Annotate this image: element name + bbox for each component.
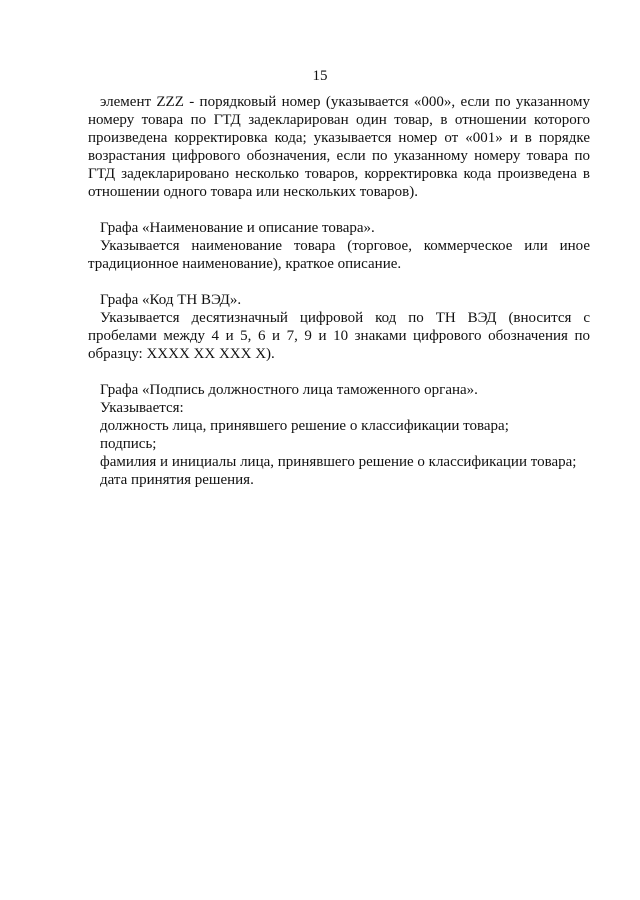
signature-item: фамилия и инициалы лица, принявшего решение о классификации товара; <box>100 454 577 470</box>
paragraph-gap <box>88 273 590 291</box>
paragraph-tn-ved-code: Указывается десятизначный цифровой код по ТН ВЭД (вносится с пробелами между 4 и 5, 6 и 7, 9 и 10 знаками цифрового обозначения по образцу: XXXX XX XXX X). <box>88 310 590 362</box>
signature-item: дата принятия решения. <box>100 472 254 488</box>
document-body <box>88 93 590 489</box>
paragraph-gap <box>88 201 590 219</box>
heading-tn-ved-code: Графа «Код ТН ВЭД». <box>100 292 242 308</box>
signature-intro: Указывается: <box>100 400 184 416</box>
paragraph-gap <box>88 363 590 381</box>
heading-official-signature: Графа «Подпись должностного лица таможенного органа». <box>100 382 478 398</box>
signature-item: подпись; <box>100 436 157 452</box>
paragraph-zzz-element: элемент ZZZ - порядковый номер (указывается «000», если по указанному номеру товара по ГТД задекларирован один товар, в отношении которого произведена корректировка кода; указывается номер от «001» и в порядке возрастания цифрового обозначения, если по указанному номеру товара по ГТД задекларировано несколько товаров, корректировка кода произведена в отношении одного товара или нескольких товаров). <box>88 94 590 200</box>
page-number: 15 <box>312 68 328 84</box>
heading-name-description: Графа «Наименование и описание товара». <box>100 220 375 236</box>
paragraph-name-description: Указывается наименование товара (торговое, коммерческое или иное традиционное наименование), краткое описание. <box>88 238 590 272</box>
signature-item: должность лица, принявшего решение о классификации товара; <box>100 418 509 434</box>
